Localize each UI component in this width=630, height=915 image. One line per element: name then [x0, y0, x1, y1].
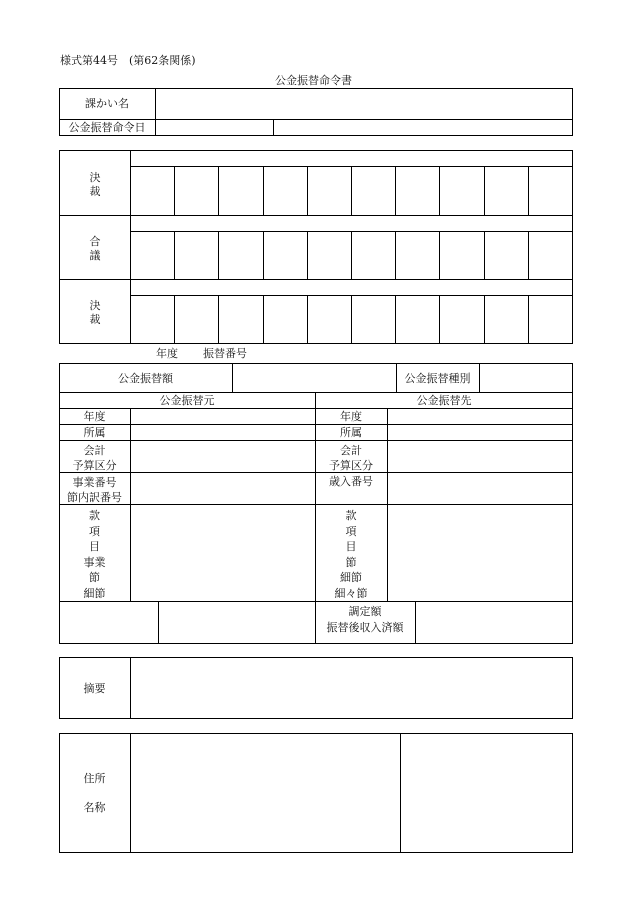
source-budget-items-field[interactable] [131, 505, 314, 600]
dest-budget-items-label: 款 項 目 節 細節 細々節 [334, 509, 368, 600]
dest-budget-items-field[interactable] [388, 505, 572, 600]
source-project-label: 事業番号 節内訳番号 [67, 476, 122, 504]
source-bottom-left-field[interactable] [60, 602, 157, 643]
section-name-field[interactable] [156, 89, 572, 119]
source-account-label: 会計 予算区分 [72, 444, 117, 472]
source-year-label: 年度 [83, 410, 106, 423]
year-label: 年度 [156, 347, 178, 360]
form-title: 公金振替命令書 [275, 74, 352, 87]
order-date-label: 公金振替命令日 [68, 121, 146, 134]
transfer-number-label: 振替番号 [203, 347, 247, 360]
dest-header: 公金振替先 [416, 394, 472, 407]
source-year-field[interactable] [131, 409, 314, 423]
address-name-field[interactable] [131, 734, 399, 852]
form-number: 様式第44号 (第62条関係) [60, 54, 196, 67]
source-bottom-right-field[interactable] [159, 602, 314, 643]
dest-dept-label: 所属 [340, 426, 362, 439]
address-label: 住所 [83, 772, 106, 785]
dest-account-field[interactable] [388, 441, 572, 471]
dest-year-label: 年度 [340, 410, 362, 423]
section-name-label: 課かい名 [85, 97, 129, 110]
approval-label-1: 決 裁 [89, 171, 101, 198]
approval-label-3: 決 裁 [89, 299, 101, 326]
seal-field[interactable] [401, 734, 572, 852]
transfer-amount-field[interactable] [233, 364, 395, 391]
summary-field[interactable] [131, 658, 572, 718]
source-project-field[interactable] [131, 473, 314, 503]
source-dept-label: 所属 [83, 426, 106, 439]
transfer-type-label: 公金振替種別 [404, 372, 471, 385]
dest-assessed-amount-label: 調定額 振替後収入済額 [326, 605, 404, 634]
source-budget-items-label: 款 項 目 事業 節 細節 [83, 509, 106, 600]
dest-dept-field[interactable] [388, 425, 572, 439]
dest-revenue-number-field[interactable] [388, 473, 572, 503]
name-label: 名称 [83, 801, 106, 814]
source-dept-field[interactable] [131, 425, 314, 439]
order-date-field[interactable] [156, 120, 272, 135]
transfer-amount-label: 公金振替額 [118, 372, 173, 385]
source-header: 公金振替元 [159, 394, 215, 407]
approval-label-2: 合 議 [89, 235, 101, 262]
dest-revenue-number-label: 歳入番号 [329, 475, 373, 488]
source-account-field[interactable] [131, 441, 314, 471]
transfer-type-field[interactable] [480, 364, 572, 391]
summary-label: 摘要 [83, 682, 106, 695]
dest-assessed-amount-field[interactable] [416, 602, 572, 643]
dest-year-field[interactable] [388, 409, 572, 423]
dest-account-label: 会計 予算区分 [329, 444, 373, 472]
